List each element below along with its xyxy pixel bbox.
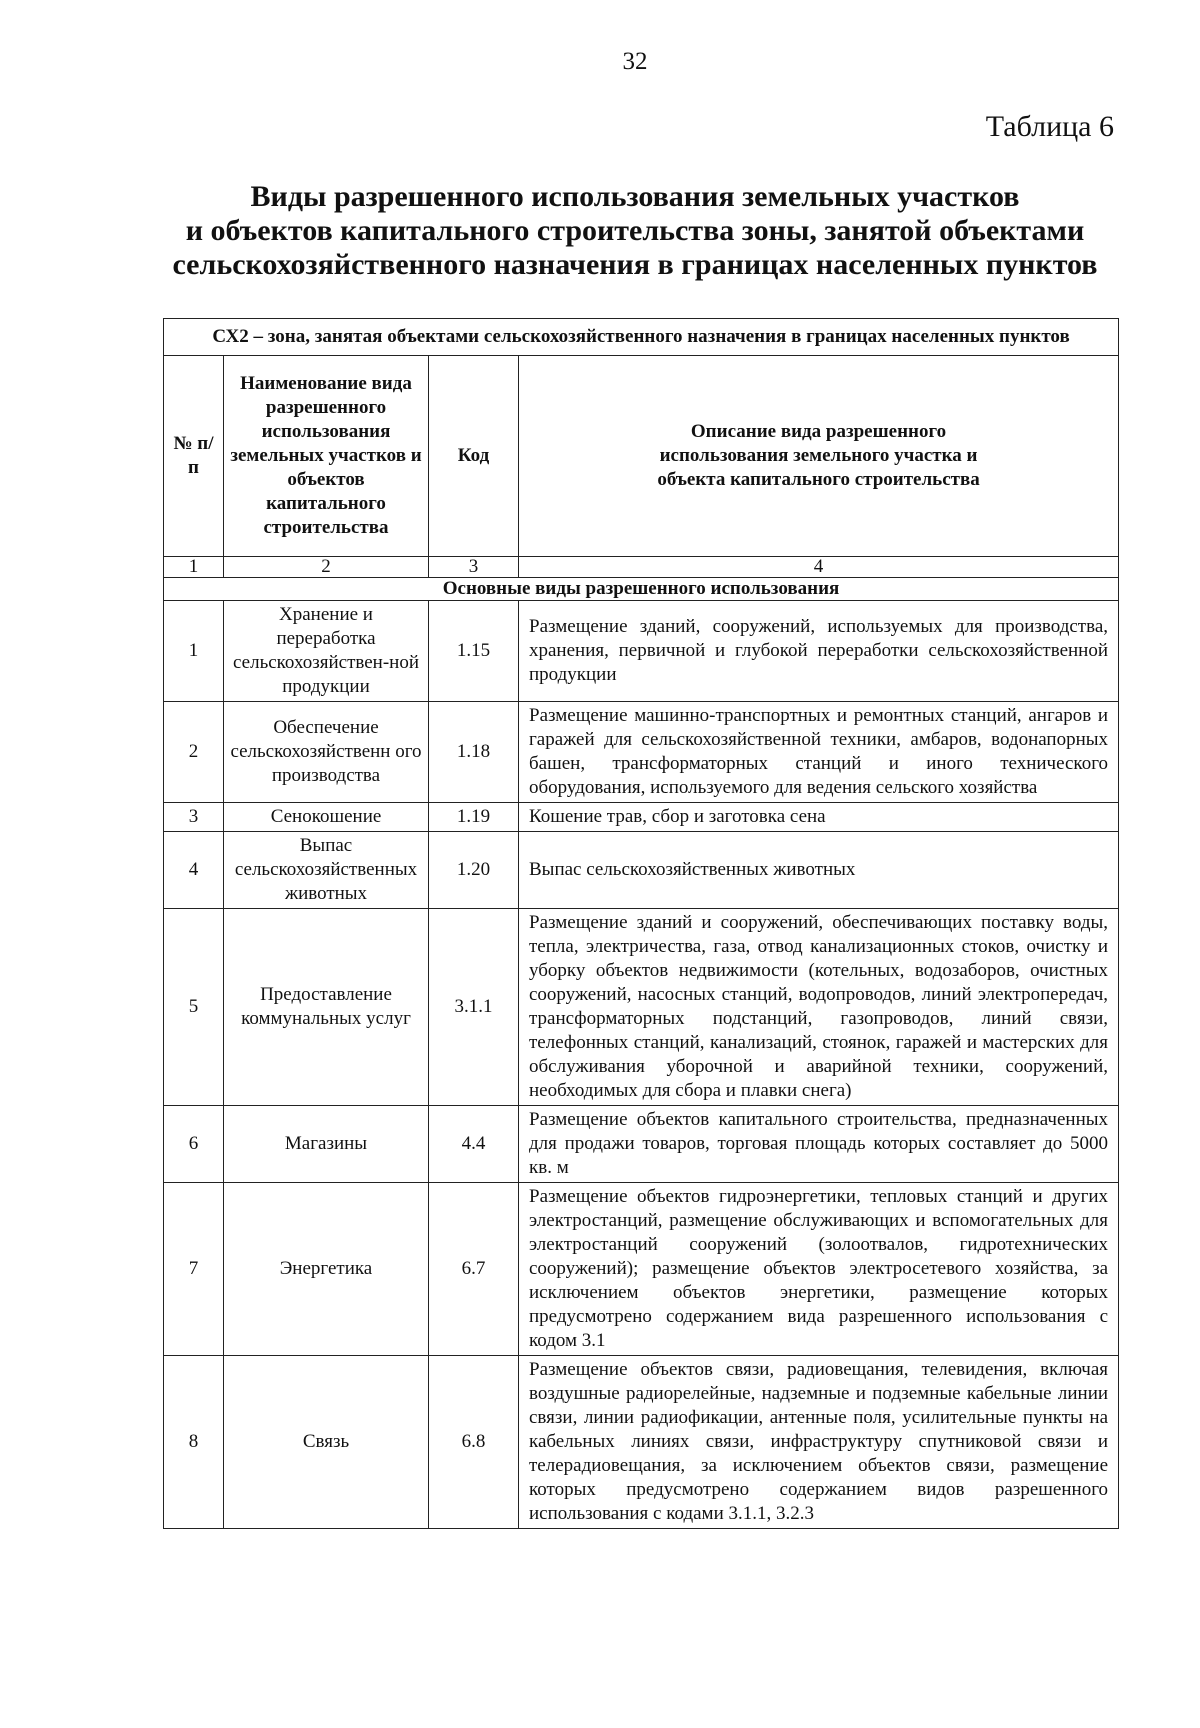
- section-row: [164, 578, 1119, 601]
- header-description: Описание вида разрешенного использования земельного участка и объекта капитального строительства: [519, 356, 1119, 557]
- row-number: 2: [164, 702, 224, 803]
- land-use-description: Размещение машинно-транспортных и ремонтных станций, ангаров и гаражей для сельскохозяйственной техники, амбаров, водонапорных башен, трансформаторных станций и иного технического оборудования, используемого для ведения сельского хозяйства: [519, 702, 1119, 803]
- table-row: [164, 702, 1119, 803]
- land-use-description: Размещение зданий и сооружений, обеспечивающих поставку воды, тепла, электричества, газа, отвод канализационных стоков, очистку и уборку объектов недвижимости (котельных, водозаборов, очистных сооружений, насосных станций, водопроводов, линий электропередач, трансформаторных подстанций, газопроводов, линий связи, телефонных станций, канализаций, стоянок, гаражей и мастерских для обслуживания уборочной и аварийной техники, сооружений, необходимых для сбора и плавки снега): [519, 909, 1119, 1106]
- land-use-description: Кошение трав, сбор и заготовка сена: [519, 803, 1119, 832]
- land-use-code: 6.7: [429, 1183, 519, 1356]
- land-use-name: Связь: [224, 1356, 429, 1529]
- header-num: № п/п: [164, 356, 224, 557]
- page-number: 32: [622, 48, 648, 75]
- row-number: 8: [164, 1356, 224, 1529]
- land-use-table: [163, 318, 1119, 1529]
- land-use-description: Выпас сельскохозяйственных животных: [519, 832, 1119, 909]
- column-number: 2: [224, 557, 429, 578]
- column-number: 3: [429, 557, 519, 578]
- land-use-description: Размещение объектов связи, радиовещания, телевидения, включая воздушные радиорелейные, надземные и подземные кабельные линии связи, линии радиофикации, антенные поля, усилительные пункты на кабельных линиях связи, инфраструктуру спутниковой связи и телерадиовещания, за исключением объектов связи, размещение которых предусмотрено содержанием видов разрешенного использования с кодами 3.1.1, 3.2.3: [519, 1356, 1119, 1529]
- header-name: Наименование вида разрешенного использования земельных участков и объектов капитального строительства: [224, 356, 429, 557]
- document-title: [150, 180, 1120, 282]
- column-number: 1: [164, 557, 224, 578]
- land-use-code: 1.19: [429, 803, 519, 832]
- table-row: [164, 601, 1119, 702]
- zone-header-row: [164, 319, 1119, 356]
- title-line: Виды разрешенного использования земельных участков: [250, 180, 1020, 213]
- section-title: Основные виды разрешенного использования: [164, 578, 1119, 601]
- land-use-code: 1.15: [429, 601, 519, 702]
- land-use-name: Магазины: [224, 1106, 429, 1183]
- row-number: 1: [164, 601, 224, 702]
- land-use-name: Энергетика: [224, 1183, 429, 1356]
- land-use-code: 3.1.1: [429, 909, 519, 1106]
- row-number: 3: [164, 803, 224, 832]
- table-label: Таблица 6: [985, 110, 1114, 143]
- land-use-code: 4.4: [429, 1106, 519, 1183]
- row-number: 5: [164, 909, 224, 1106]
- row-number: 7: [164, 1183, 224, 1356]
- land-use-name: Хранение и переработка сельскохозяйствен-ной продукции: [224, 601, 429, 702]
- land-use-description: Размещение зданий, сооружений, используемых для производства, хранения, первичной и глубокой переработки сельскохозяйственной продукции: [519, 601, 1119, 702]
- land-use-name: Предоставление коммунальных услуг: [224, 909, 429, 1106]
- land-use-code: 6.8: [429, 1356, 519, 1529]
- title-line: и объектов капитального строительства зоны, занятой объектами: [185, 214, 1085, 247]
- row-number: 6: [164, 1106, 224, 1183]
- title-line: сельскохозяйственного назначения в границах населенных пунктов: [172, 248, 1098, 281]
- column-number-row: [164, 557, 1119, 578]
- column-header-row: [164, 356, 1119, 557]
- row-number: 4: [164, 832, 224, 909]
- zone-header: СХ2 – зона, занятая объектами сельскохозяйственного назначения в границах населенных пунктов: [164, 319, 1119, 356]
- table-row: [164, 1183, 1119, 1356]
- land-use-name: Выпас сельскохозяйственных животных: [224, 832, 429, 909]
- table-row: [164, 1356, 1119, 1529]
- land-use-name: Сенокошение: [224, 803, 429, 832]
- table-row: [164, 832, 1119, 909]
- table-row: [164, 1106, 1119, 1183]
- table-row: [164, 909, 1119, 1106]
- column-number: 4: [519, 557, 1119, 578]
- land-use-description: Размещение объектов капитального строительства, предназначенных для продажи товаров, торговая площадь которых составляет до 5000 кв. м: [519, 1106, 1119, 1183]
- land-use-code: 1.18: [429, 702, 519, 803]
- land-use-code: 1.20: [429, 832, 519, 909]
- table-row: [164, 803, 1119, 832]
- header-code: Код: [429, 356, 519, 557]
- land-use-description: Размещение объектов гидроэнергетики, тепловых станций и других электростанций, размещение обслуживающих и вспомогательных для электростанций сооружений (золоотвалов, гидротехнических сооружений); размещение объектов электросетевого хозяйства, за исключением объектов энергетики, размещение которых предусмотрено содержанием вида разрешенного использования с кодом 3.1: [519, 1183, 1119, 1356]
- land-use-name: Обеспечение сельскохозяйственн ого производства: [224, 702, 429, 803]
